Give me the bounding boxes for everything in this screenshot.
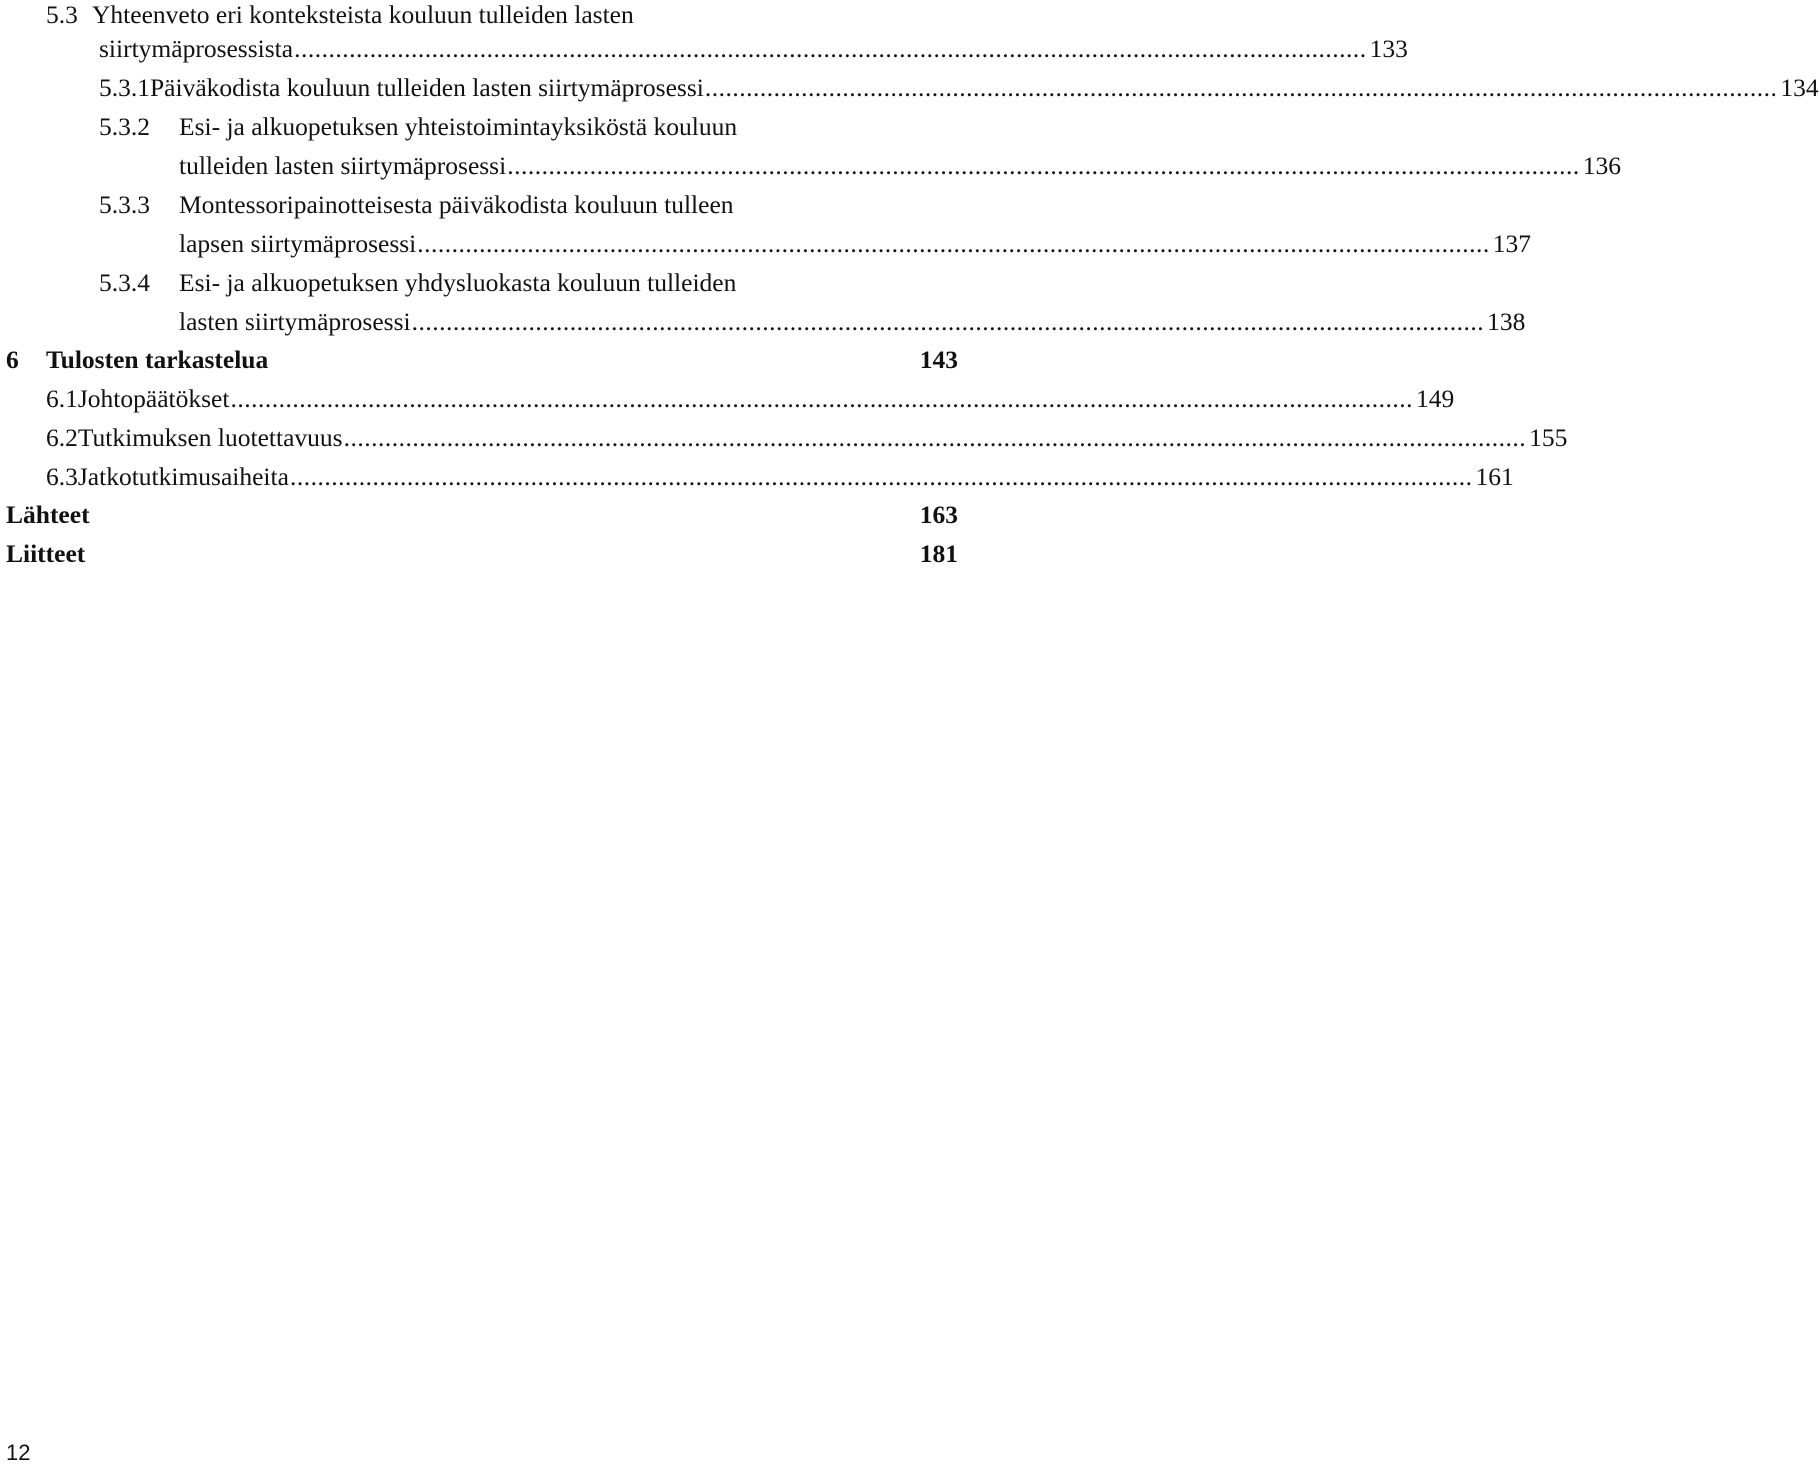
toc-leader-dots: ............................................................................................................................................................ [417, 229, 1490, 258]
toc-entry-number: 5.3.2 [99, 112, 150, 141]
toc-entry-page: 181 [919, 539, 958, 568]
toc-entry-title: Yhteenveto eri konteksteista kouluun tulleiden lasten [92, 0, 634, 29]
toc-entry-page: 155 [1529, 423, 1568, 452]
toc-entry-5-3-3-line-1 [99, 190, 958, 220]
toc-entry-title: Lähteet [6, 500, 90, 529]
toc-entry-title: Liitteet [6, 539, 86, 568]
toc-entry-title: Esi- ja alkuopetuksen yhdysluokasta kouluun tulleiden [179, 268, 737, 297]
toc-entry-title: Esi- ja alkuopetuksen yhteistoimintayksiköstä kouluun [179, 112, 738, 141]
toc-leader-dots: ............................................................................................................................................................................ [343, 423, 1527, 452]
toc-entry-number: 5.3 [46, 0, 78, 29]
toc-entry-number: 6.2 [46, 423, 78, 452]
toc-entry-number: 6.3 [46, 462, 78, 491]
toc-entry-page: 136 [1582, 151, 1621, 180]
toc-entry-5-3-line-2 [99, 34, 1408, 64]
toc-entry-title: siirtymäprosessista [99, 34, 294, 63]
toc-chapter-6 [6, 345, 958, 375]
toc-entry-number: 6 [6, 345, 19, 374]
toc-entry-page: 161 [1475, 462, 1514, 491]
toc-entry-title: Tutkimuksen luotettavuus [77, 423, 343, 452]
toc-entry-5-3-1 [99, 73, 1819, 103]
toc-leader-dots: ............................................................................................................................................................ [704, 73, 1778, 102]
toc-leader-dots: ............................................................................................................................................................................ [230, 384, 1413, 413]
toc-entry-page: 137 [1492, 229, 1532, 258]
toc-entry-5-3-2-line-2 [179, 151, 1621, 181]
toc-leader-dots: ............................................................................................................................................................ [411, 307, 1485, 336]
toc-entry-page: 149 [1415, 384, 1455, 413]
toc-entry-title: tulleiden lasten siirtymäprosessi [179, 151, 507, 180]
toc-entry-5-3-line-1 [46, 0, 958, 30]
toc-entry-number: 5.3.4 [99, 268, 150, 297]
toc-leader-dots: ............................................................................................................................................................................ [289, 462, 1473, 491]
toc-entry-title: Montessoripainotteisesta päiväkodista kouluun tulleen [179, 190, 734, 219]
toc-entry-5-3-2-line-1 [99, 112, 958, 142]
toc-entry-6-2 [46, 423, 1568, 453]
toc-entry-title: Johtopäätökset [77, 384, 230, 413]
toc-entry-title: Jatkotutkimusaiheita [77, 462, 289, 491]
toc-entry-title: Päiväkodista kouluun tulleiden lasten siirtymäprosessi [150, 73, 704, 102]
toc-references [6, 500, 958, 530]
toc-entry-5-3-4-line-2 [179, 307, 1526, 337]
toc-entry-5-3-3-line-2 [179, 229, 1532, 259]
toc-entry-page: 138 [1487, 307, 1526, 336]
toc-entry-page: 134 [1780, 73, 1819, 102]
toc-leader-dots: ............................................................................................................................................................ [507, 151, 1580, 180]
toc-entry-number: 6.1 [46, 384, 78, 413]
toc-entry-number: 5.3.1 [99, 73, 150, 102]
toc-entry-page: 143 [919, 345, 958, 374]
toc-entry-number: 5.3.3 [99, 190, 150, 219]
toc-leader-dots: ............................................................................................................................................................ [294, 34, 1367, 63]
toc-entry-5-3-4-line-1 [99, 268, 958, 298]
toc-entry-6-1 [46, 384, 1455, 414]
toc-entry-6-3 [46, 462, 1514, 492]
toc-appendices [6, 539, 958, 569]
toc-entry-title: lapsen siirtymäprosessi [179, 229, 417, 258]
toc-entry-title: Tulosten tarkastelua [46, 345, 269, 374]
page-number: 12 [6, 1440, 31, 1465]
toc-entry-page: 133 [1369, 34, 1408, 63]
toc-entry-page: 163 [919, 500, 958, 529]
toc-entry-title: lasten siirtymäprosessi [179, 307, 411, 336]
